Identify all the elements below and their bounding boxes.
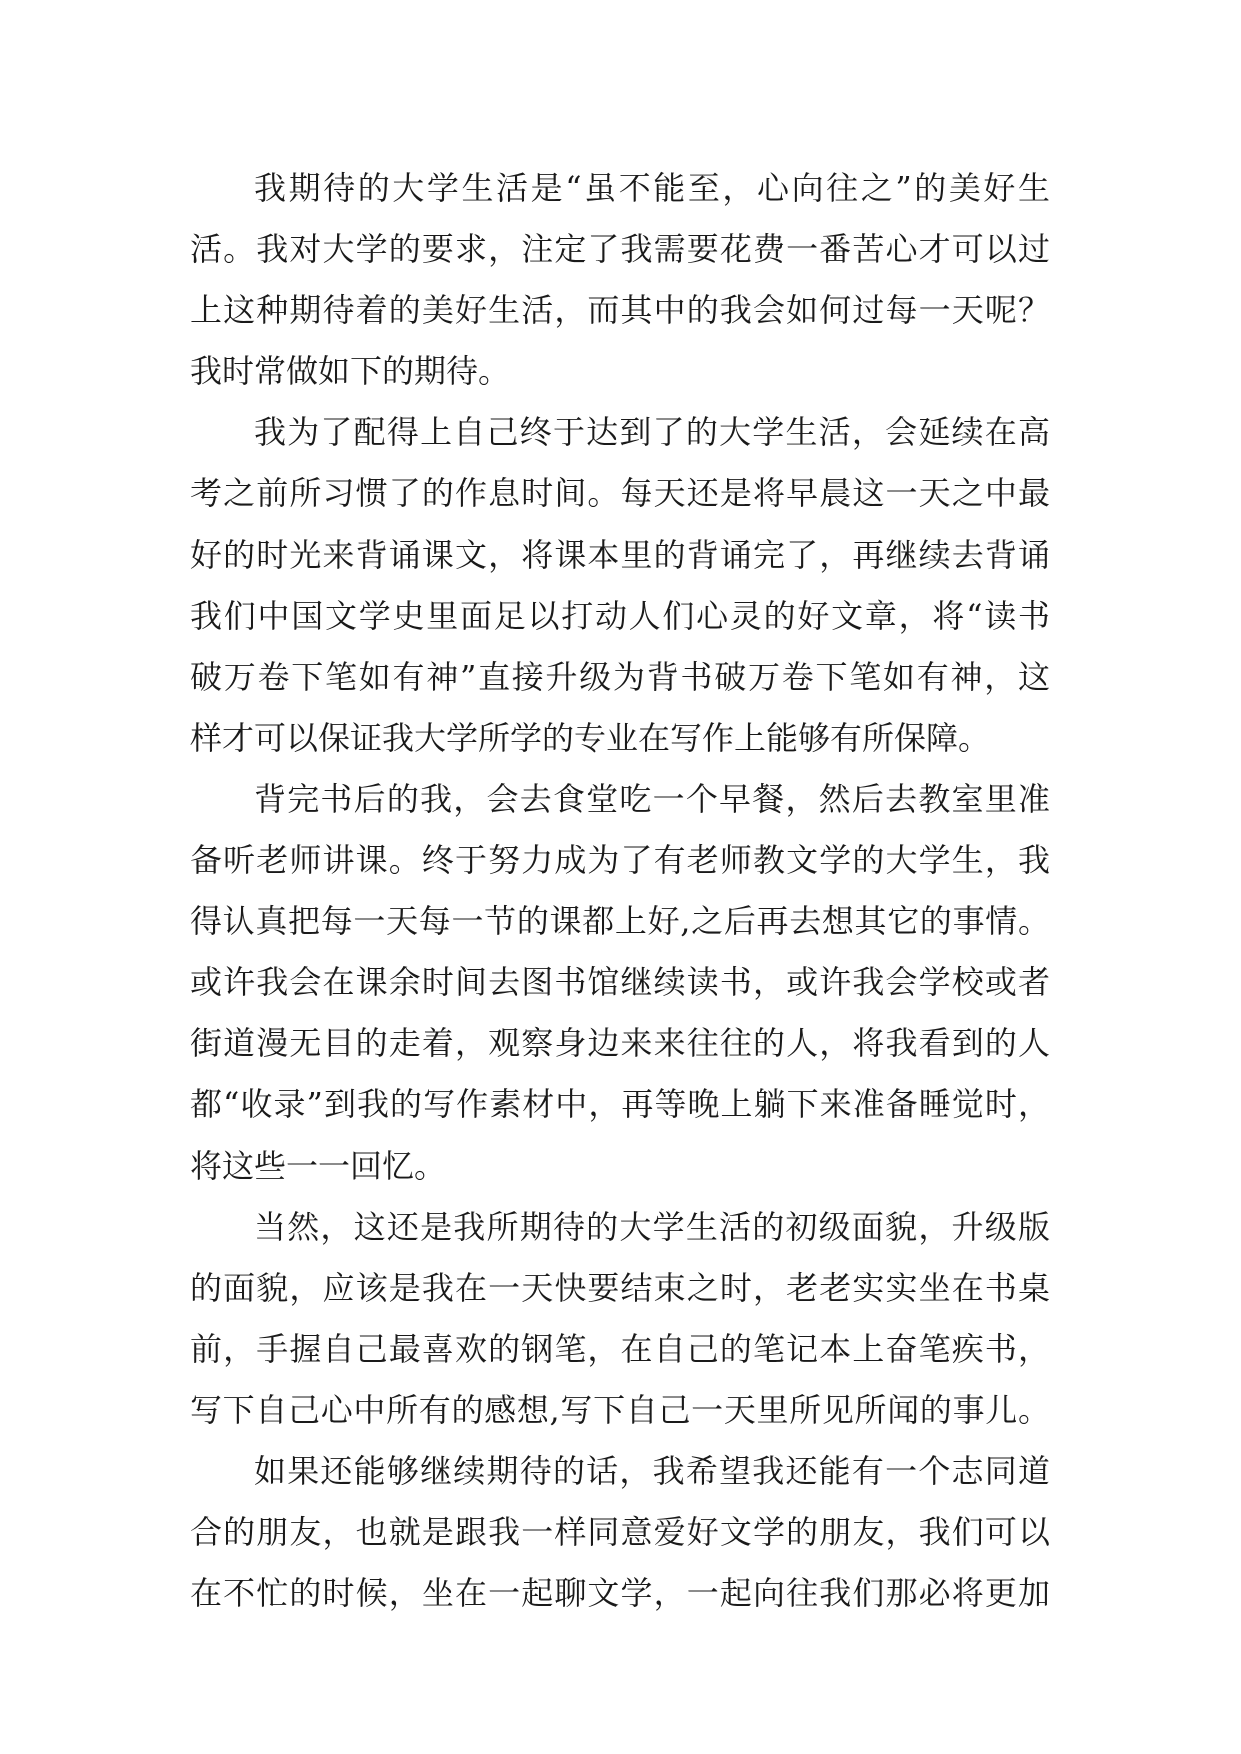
paragraph-2-line-3: 好的时光来背诵课文，将课本里的背诵完了，再继续去背诵 — [190, 535, 1050, 574]
paragraph-3-line-7: 将这些一一回忆。 — [190, 1146, 447, 1185]
paragraph-4-line-1: 当然，这还是我所期待的大学生活的初级面貌，升级版 — [254, 1207, 1050, 1246]
paragraph-5-line-3: 在不忙的时候，坐在一起聊文学，一起向往我们那必将更加 — [190, 1574, 1050, 1613]
paragraph-1-line-1: 我期待的大学生活是“虽不能至，心向往之”的美好生 — [254, 169, 1050, 207]
paragraph-4-line-4: 写下自己心中所有的感想,写下自己一天里所见所闻的事儿。 — [190, 1390, 1050, 1429]
paragraph-2-line-1: 我为了配得上自己终于达到了的大学生活，会延续在高 — [254, 413, 1050, 452]
paragraph-5-line-1: 如果还能够继续期待的话，我希望我还能有一个志同道 — [254, 1451, 1050, 1490]
paragraph-2-line-2: 考之前所习惯了的作息时间。每天还是将早晨这一天之中最 — [190, 474, 1050, 513]
paragraph-4-line-2: 的面貌，应该是我在一天快要结束之时，老老实实坐在书桌 — [190, 1268, 1050, 1307]
paragraph-3-line-4: 或许我会在课余时间去图书馆继续读书，或许我会学校或者 — [190, 963, 1050, 1002]
paragraph-3-line-2: 备听老师讲课。终于努力成为了有老师教文学的大学生，我 — [190, 841, 1050, 880]
paragraph-4-line-3: 前，手握自己最喜欢的钢笔，在自己的笔记本上奋笔疾书， — [190, 1329, 1050, 1368]
paragraph-3-line-6: 都“收录”到我的写作素材中，再等晚上躺下来准备睡觉时， — [190, 1085, 1050, 1124]
paragraph-1-line-4: 我时常做如下的期待。 — [190, 352, 511, 391]
paragraph-5-line-2: 合的朋友，也就是跟我一样同意爱好文学的朋友，我们可以 — [190, 1513, 1050, 1552]
paragraph-3-line-5: 街道漫无目的走着，观察身边来来往往的人，将我看到的人 — [190, 1024, 1050, 1063]
paragraph-2-line-5: 破万卷下笔如有神”直接升级为背书破万卷下笔如有神，这 — [190, 657, 1050, 696]
paragraph-1-line-3: 上这种期待着的美好生活，而其中的我会如何过每一天呢？ — [190, 291, 1050, 330]
paragraph-3-line-3: 得认真把每一天每一节的课都上好,之后再去想其它的事情。 — [190, 902, 1050, 941]
paragraph-2-line-4: 我们中国文学史里面足以打动人们心灵的好文章，将“读书 — [190, 596, 1050, 635]
paragraph-2-line-6: 样才可以保证我大学所学的专业在写作上能够有所保障。 — [190, 718, 991, 757]
paragraph-3-line-1: 背完书后的我，会去食堂吃一个早餐，然后去教室里准 — [254, 779, 1050, 818]
paragraph-1-line-2: 活。我对大学的要求，注定了我需要花费一番苦心才可以过 — [190, 230, 1050, 269]
document-body — [190, 158, 1050, 1624]
